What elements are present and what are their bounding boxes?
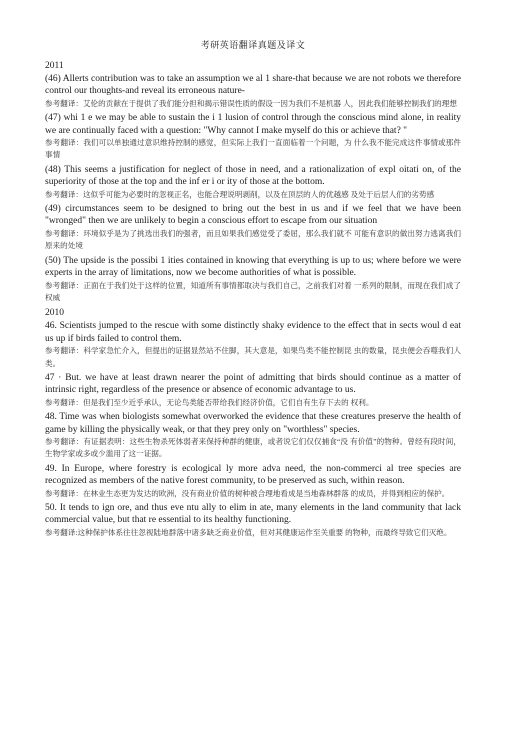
question-english: 47 · But. we have at least drawn nearer the point of admitting that birds should continue as a matter of intrinsic right, regardless of the presence or absence of economic advantage to us. (45, 372, 461, 396)
reference-translation: 参考翻译：正面在于我们处于这样的位置，知道所有事情都取决与我们自己，之前我们对着 一系列的限制，而现在我们成了权威 (45, 280, 461, 302)
question-english: 48. Time was when biologists somewhat overworked the evidence that these creatures preserve the health of game by killing the physically weak, or that they prey only on "worthless" species. (45, 412, 461, 435)
question-english: (46) Allerts contribution was to take an assumption we al 1 share-that because we are not robots we therefore control our thoughts-and reveal its erroneous nature- (45, 74, 461, 97)
reference-translation: 参考翻译：科学家急忙介入，但提出的证据显然站不住脚，其大意是，如果鸟类不能控制昆 虫的数量，昆虫便会吞噬我们人类。 (45, 346, 461, 368)
reference-translation: 参考翻译：我们可以单独通过意识维持控制的感觉，但实际上我们一直面临着一个问题，为 什么我不能完成这件事情或那件事情 (45, 138, 461, 160)
reference-translation: 参考翻译：有证据表明：这些生物杀死体弱者来保持种群的健康，或者说它们仅仅捕食“没 有价值”的物种。曾经有段时间，生物学家或多或少滥用了这一证据。 (45, 436, 461, 459)
page-title: 考研英语翻译真题及译文 (200, 40, 306, 50)
question-english: (49) circumstances seem to be designed to bring out the best in us and if we feel that we have been "wronged" then we are unlikely to begin a conscious effort to escape from our situation (45, 204, 461, 227)
reference-translation: 参考翻译：但是我们至少近乎承认，无论鸟类能否带给我们经济价值，它们自有生存下去的 权利。 (45, 397, 374, 407)
reference-translation: 参考翻译：这似乎可能为必要时的忽视正名，也能合理说明剥削，以及在顶层的人的优越感 及处于后层人们的劣势感 (45, 189, 435, 199)
reference-translation: 参考翻译：艾伦的贡献在于提供了我们能分担和揭示错误性质的假设一因为我们不是机器 人，因此我们能够控制我们的理想 (45, 98, 457, 108)
question-english: (50) The upside is the possibi 1 ities contained in knowing that everything is up to us; where before we were experts in the array of limitations, now we become authorities of what is possible. (45, 255, 461, 279)
question-english: (47) whi 1 e we may be able to sustain the i 1 lusion of control through the conscious mind alone, in reality we are continually faced with a question: "Why cannot I make myself do this or achieve that? " (45, 113, 461, 136)
year-heading: 2011 (45, 61, 64, 71)
reference-translation: 参考翻译：环境似乎是为了挑选出我们的强者，而且如果我们感觉受了委屈，那么我们就不 可能有意识的做出努力逃离我们原来的处境 (45, 228, 461, 251)
question-english: 46. Scientists jumped to the rescue with some distinctly shaky evidence to the effect that in sects woul d eat us up if birds failed to control them. (45, 321, 461, 344)
year-heading: 2010 (45, 308, 64, 319)
question-english: 50. It tends to ign ore, and thus eve ntu ally to elim in ate, many elements in the land community that lack commercial value, but that re essential to its healthy functioning. (45, 503, 461, 526)
question-english: 49. In Europe, where forestry is ecological ly more adva need, the non-commerci al tree species are recognized as members of the native forest community, to be preserved as such, within reason. (45, 463, 461, 487)
question-english: (48) This seems a justification for neglect of those in need, and a rationalization of expl oitati on, of the superiority of those at the top and the inf er i or ity of those at the bottom. (45, 164, 461, 188)
reference-translation: 参考翻译：在林业生态更为发达的欧洲，没有商业价值的树种被合理地看成是当地森林群落 的成员，并得到相应的保护。 (45, 488, 450, 498)
reference-translation: 参考翻译:这种保护体系往往忽视陆地群落中诸多缺乏商业价值，但对其健康运作至关重要 的物种，而最终导致它们灭绝。 (45, 527, 452, 537)
